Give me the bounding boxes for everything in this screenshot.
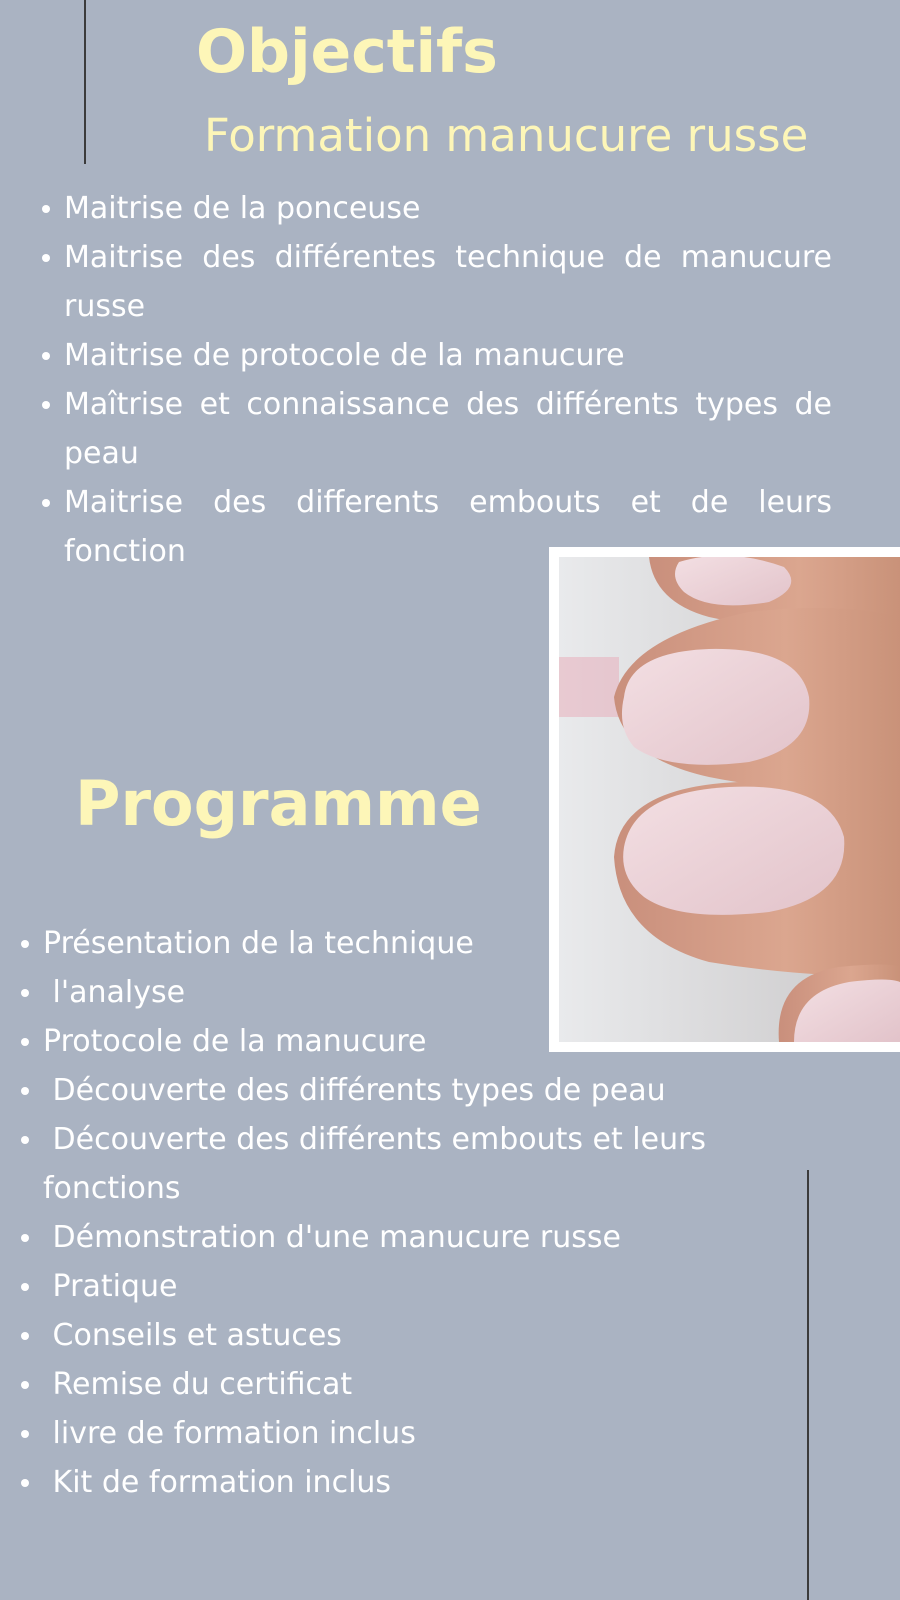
list-item: Protocole de la manucure — [43, 1017, 723, 1066]
list-item: Découverte des différents types de peau — [43, 1066, 723, 1115]
list-item: Maîtrise et connaissance des différents types de peau — [64, 380, 832, 478]
programme-list — [43, 919, 723, 1507]
decorative-divider-top — [84, 0, 86, 164]
list-item: Maitrise de protocole de la manucure — [64, 331, 832, 380]
list-item: l'analyse — [43, 968, 723, 1017]
formation-subtitle: Formation manucure russe — [204, 109, 809, 162]
decorative-divider-bottom — [807, 1170, 809, 1600]
list-item: Démonstration d'une manucure russe — [43, 1213, 723, 1262]
list-item: Maitrise des différentes technique de manucure russe — [64, 233, 832, 331]
objectifs-list — [64, 184, 832, 576]
list-item: Pratique — [43, 1262, 723, 1311]
list-item: Remise du certificat — [43, 1360, 723, 1409]
list-item: Présentation de la technique — [43, 919, 723, 968]
list-item: Conseils et astuces — [43, 1311, 723, 1360]
list-item: livre de formation inclus — [43, 1409, 723, 1458]
list-item: Kit de formation inclus — [43, 1458, 723, 1507]
list-item: Maitrise des differents embouts et de leurs fonction — [64, 478, 832, 576]
list-item: Maitrise de la ponceuse — [64, 184, 832, 233]
list-item: Découverte des différents embouts et leurs fonctions — [43, 1115, 723, 1213]
programme-heading: Programme — [75, 767, 482, 840]
objectifs-heading: Objectifs — [196, 17, 498, 87]
